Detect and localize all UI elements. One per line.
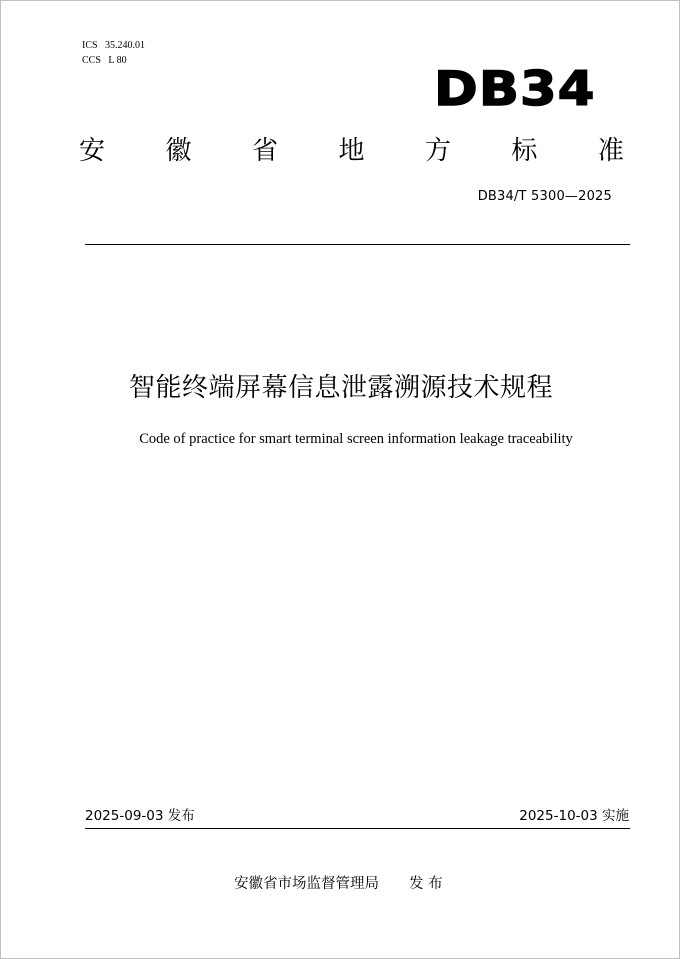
standard-mark-logo: DB34 [434,62,596,117]
standard-type-heading [79,134,624,168]
standard-type-char: 安 [79,136,106,166]
standard-type-char: 标 [511,136,538,166]
footer-divider [85,828,630,829]
standard-number: DB34/T 5300—2025 [477,189,612,204]
standard-type-char: 徽 [165,136,192,166]
release-date: 2025-09-03 发布 [85,808,195,824]
issuer-organization: 安徽省市场监督管理局 [234,876,379,892]
document-title-english: Code of practice for smart terminal screen information leakage traceability [139,431,573,447]
standard-type-char: 地 [338,136,365,166]
classification-codes [82,38,145,68]
document-title-chinese: 智能终端屏幕信息泄露溯源技术规程 [128,373,553,403]
implementation-date: 2025-10-03 实施 [519,808,629,824]
ics-code: ICS 35.240.01 [82,40,146,51]
standard-type-char: 准 [597,136,624,166]
issuer-action: 发 布 [409,876,443,892]
standard-type-char: 省 [251,136,278,166]
standard-type-char: 方 [424,136,451,166]
header-divider [85,244,630,245]
issuing-authority [234,874,443,894]
ccs-code: CCS L 80 [82,55,127,66]
